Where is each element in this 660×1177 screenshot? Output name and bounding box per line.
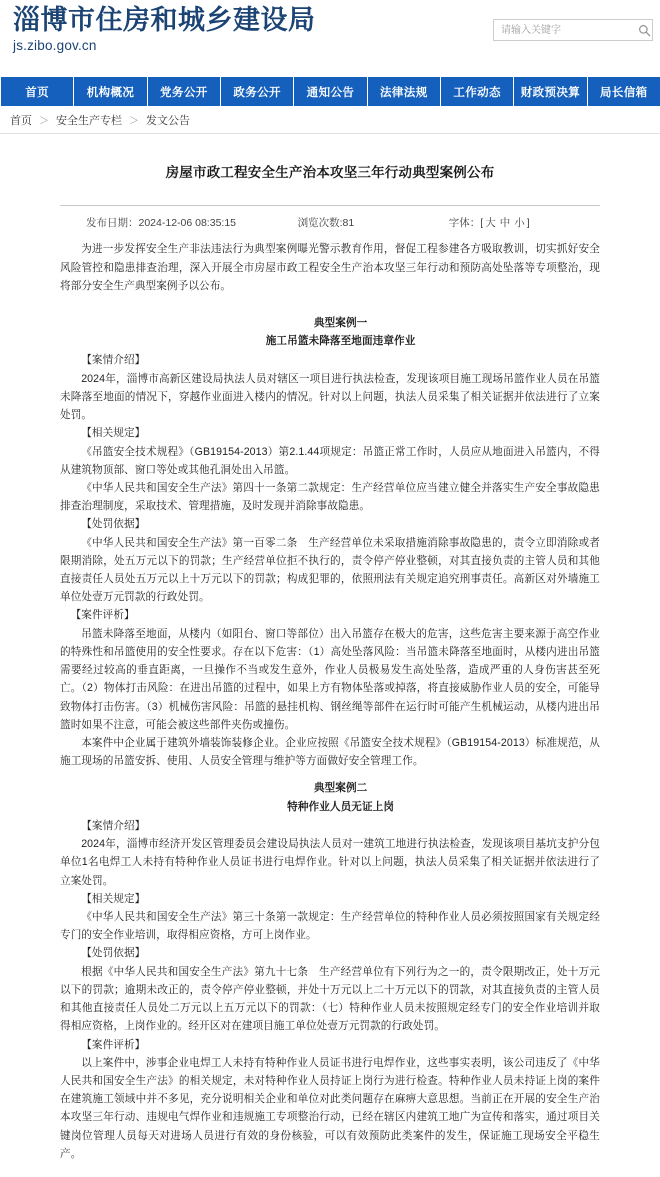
site-title: 淄博市住房和城乡建设局 xyxy=(13,5,316,35)
case1-text-rules-1: 《吊篮安全技术规程》（GB19154-2013）第2.1.44项规定：吊篮正常工作时，人员应从地面进入吊篮内，不得从建筑物顶部、窗口等处或其他孔洞处出入吊篮。 xyxy=(60,445,600,476)
view-count xyxy=(298,215,449,230)
case1-label-rules: 【相关规定】 xyxy=(81,427,146,440)
case2-label-rules: 【相关规定】 xyxy=(81,892,146,905)
site-header xyxy=(0,0,660,76)
search-icon xyxy=(638,24,651,37)
font-size-medium[interactable]: 中 xyxy=(499,217,511,230)
case1-heading: 典型案例一 xyxy=(313,316,368,329)
article-container xyxy=(0,143,660,1177)
search-box[interactable] xyxy=(493,19,653,41)
main-navigation xyxy=(0,76,660,106)
case2-label-review: 【案件评析】 xyxy=(81,1038,146,1051)
nav-item-4[interactable]: 通知公告 xyxy=(294,77,367,106)
nav-item-2[interactable]: 党务公开 xyxy=(148,77,221,106)
case1-label-intro: 【案情介绍】 xyxy=(81,354,146,367)
case2-heading: 典型案例二 xyxy=(313,782,368,795)
case1-text-review-2: 本案件中企业属于建筑外墙装饰装修企业。企业应按照《吊篮安全技术规程》（GB19154-2013）标准规范，从施工现场的吊篮安拆、使用、人员安全管理与维护等方面做好安全管理工作。 xyxy=(60,737,600,768)
breadcrumb-separator: ＞ xyxy=(129,116,139,127)
article-intro: 为进一步发挥安全生产非法违法行为典型案例曝光警示教育作用，督促工程参建各方吸取教训，切实抓好安全风险管控和隐患排查治理，深入开展全市房屋市政工程安全生产治本攻坚三年行动和预防高处坠落等专项整治，现将部分安全生产典型案例予以公布。 xyxy=(60,243,600,292)
view-count-label: 浏览次数: xyxy=(297,217,343,230)
case2-label-penalty: 【处罚依据】 xyxy=(81,947,146,960)
case1-text-review-1: 吊篮未降落至地面，从楼内（如阳台、窗口等部位）出入吊篮存在极大的危害，这些危害主要来源于高空作业的特殊性和吊篮使用的安全性要求。存在以下危害：（1）高处坠落风险：当吊篮未降落至地面时，从楼内进出吊篮需要经过较高的垂直距离，一旦操作不当或发生意外，作业人员极易发生高处坠落，造成严重的人身伤害甚至死亡。（2）物体打击风险：在进出吊篮的过程中，如果上方有物体坠落或掉落，将直接威胁作业人员的安全，可能导致物体打击伤害。（3）机械伤害风险：吊篮的悬挂机构、钢丝绳等部件在运行时可能产生机械运动，从楼内进出吊篮时如果不注意，可能会被这些部件夹伤或撞伤。 xyxy=(60,627,600,731)
nav-item-5[interactable]: 法律法规 xyxy=(368,77,441,106)
page-title: 房屋市政工程安全生产治本攻坚三年行动典型案例公布 xyxy=(165,165,495,181)
breadcrumb-separator: ＞ xyxy=(39,116,49,127)
publish-date-label: 发布日期： xyxy=(86,217,139,230)
font-size-label: 字体： xyxy=(448,217,481,230)
article-meta xyxy=(60,205,600,240)
article-body xyxy=(60,240,600,1177)
case1-label-penalty: 【处罚依据】 xyxy=(81,518,146,531)
nav-item-6[interactable]: 工作动态 xyxy=(441,77,514,106)
site-domain: js.zibo.gov.cn xyxy=(13,38,97,54)
search-input[interactable] xyxy=(494,20,637,40)
case1-subheading: 施工吊篮未降落至地面违章作业 xyxy=(265,335,416,348)
breadcrumb-item-1[interactable]: 安全生产专栏 xyxy=(56,114,122,127)
view-count-value: 81 xyxy=(342,217,355,230)
spacer xyxy=(60,295,600,305)
case1-text-intro: 2024年，淄博市高新区建设局执法人员对辖区一项目进行执法检查，发现该项目施工现场吊篮作业人员在吊篮未降落至地面的情况下，穿越作业面进入楼内的情况。针对以上问题，执法人员采集了相关证据并依法进行了立案处罚。 xyxy=(60,372,600,422)
font-size-small[interactable]: 小 xyxy=(514,217,525,230)
case1-label-review: 【案件评析】 xyxy=(70,609,135,622)
breadcrumb-item-0[interactable]: 首页 xyxy=(10,114,32,127)
case2-label-intro: 【案情介绍】 xyxy=(81,819,146,832)
nav-item-3[interactable]: 政务公开 xyxy=(221,77,294,106)
font-bracket-close: ] xyxy=(526,217,530,230)
case1-text-penalty: 《中华人民共和国安全生产法》第一百零二条 生产经营单位未采取措施消除事故隐患的，责令立即消除或者限期消除，处五万元以下的罚款；生产经营单位拒不执行的，责令停产停业整顿，对其直接负责的主管人员和其他直接责任人员处五万元以上十万元以下的罚款；构成犯罪的，依照刑法有关规定追究刑事责任。高新区对外墙施工单位处壹万元罚款的行政处罚。 xyxy=(60,536,600,604)
case2-text-rules: 《中华人民共和国安全生产法》第三十条第一款规定：生产经营单位的特种作业人员必须按照国家有关规定经专门的安全作业培训，取得相应资格，方可上岗作业。 xyxy=(60,910,600,942)
breadcrumb xyxy=(0,106,660,134)
breadcrumb-item-2[interactable]: 发文公告 xyxy=(146,114,190,127)
search-button[interactable] xyxy=(637,20,652,40)
publish-date xyxy=(60,215,298,230)
nav-item-7[interactable]: 财政预决算 xyxy=(514,77,587,106)
font-size-control xyxy=(449,215,600,230)
case2-text-intro: 2024年，淄博市经济开发区管理委员会建设局执法人员对一建筑工地进行执法检查，发现该项目基坑支护分包单位1名电焊工人未持有特种作业人员证书进行电焊作业。针对以上问题，执法人员采集了相关证据并依法进行了立案处罚。 xyxy=(60,838,600,887)
nav-item-1[interactable]: 机构概况 xyxy=(74,77,147,106)
case2-subheading: 特种作业人员无证上岗 xyxy=(287,800,395,813)
case2-text-penalty: 根据《中华人民共和国安全生产法》第九十七条 生产经营单位有下列行为之一的，责令限期改正，处十万元以下的罚款；逾期未改正的，责令停产停业整顿，并处十万元以上二十万元以下的罚款，对其直接负责的主管人员和其他直接责任人员处二万元以上五万元以下的罚款：（七）特种作业人员未按照规定经专门的安全作业培训并取得相应资格，上岗作业的。经开区对在建项目施工单位处壹万元罚款的行政处罚。 xyxy=(60,965,600,1033)
site-brand[interactable] xyxy=(13,6,316,53)
font-bracket-open: [ xyxy=(480,217,484,230)
font-size-large[interactable]: 大 xyxy=(485,217,496,230)
nav-item-0[interactable]: 首页 xyxy=(0,77,74,106)
case1-text-rules-2: 《中华人民共和国安全生产法》第四十一条第二款规定：生产经营单位应当建立健全并落实生产安全事故隐患排查治理制度，采取技术、管理措施，及时发现并消除事故隐患。 xyxy=(60,481,600,513)
case2-text-review: 以上案件中，涉事企业电焊工人未持有特种作业人员证书进行电焊作业，这些事实表明，该公司违反了《中华人民共和国安全生产法》的相关规定，未对特种作业人员持证上岗行为进行检查。特种作业人员未持证上岗的案件在建筑施工领域中并不多见，充分说明相关企业和单位对此类问题存在麻痹大意思想。当前正在开展的安全生产治本攻坚三年行动、违规电气焊作业和违规施工专项整治行动，已经在辖区内建筑工地广为宣传和落实，通过项目关键岗位管理人员每天对进场人员进行有效的身份核验，可以有效预防此类案件的发生，保证施工现场安全平稳生产。 xyxy=(60,1056,600,1160)
publish-date-value: 2024-12-06 08:35:15 xyxy=(138,217,236,230)
nav-item-8[interactable]: 局长信箱 xyxy=(599,86,648,99)
